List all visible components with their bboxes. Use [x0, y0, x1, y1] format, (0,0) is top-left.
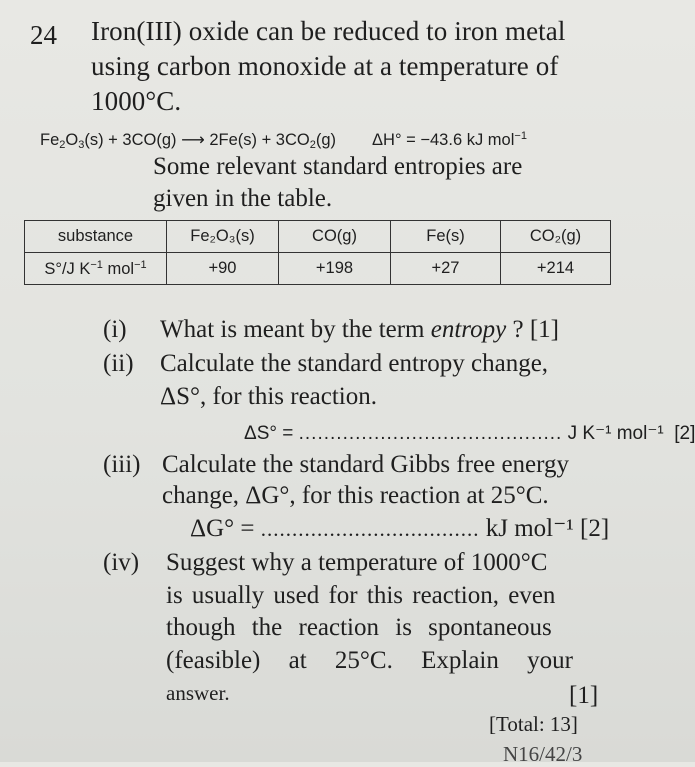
part-iii-label: (iii)	[103, 451, 141, 478]
part-ii-line-1: Calculate the standard entropy change,	[160, 350, 549, 377]
part-iii-answer-line: ΔG° = ................................... kJ mol⁻¹ [2]	[190, 515, 610, 542]
table-substance: CO(g)	[279, 221, 391, 253]
table-intro-line-2: given in the table.	[153, 185, 333, 212]
table-value: +90	[167, 253, 279, 285]
part-ii-label: (ii)	[103, 350, 134, 377]
enthalpy-change: ΔH° = −43.6 kJ mol$^{-1}$	[372, 130, 527, 149]
entropy-table	[24, 220, 611, 285]
part-iv-line-3: though the reaction is spontaneous	[166, 614, 552, 641]
part-iv-line-1: Suggest why a temperature of 1000°C	[166, 549, 548, 576]
table-row-label: S°/J $K^{-1}$ mol$^{-1}$	[25, 253, 167, 285]
table-intro-line-1: Some relevant standard entropies are	[153, 153, 523, 180]
question-stem-line-2: using carbon monoxide at a temperature of	[91, 51, 559, 81]
table-value: +27	[391, 253, 501, 285]
table-value: +214	[501, 253, 611, 285]
total-marks: [Total: 13]	[489, 712, 578, 736]
table-substance: Fe₂O₃(s)	[167, 221, 279, 253]
part-iv-label: (iv)	[103, 549, 140, 576]
part-iii-line-1: Calculate the standard Gibbs free energy	[162, 451, 570, 478]
part-i-text: What is meant by the term entropy ? [1]	[160, 316, 559, 343]
table-substance: Fe(s)	[391, 221, 501, 253]
part-iv-line-5: answer.	[166, 681, 230, 705]
table-header-label: substance	[25, 221, 167, 253]
part-ii-answer-line: ΔS° = .......................................... J K⁻¹ mol⁻¹ [2]	[244, 423, 695, 444]
question-stem-line-3: 1000°C.	[91, 86, 182, 116]
table-value: +198	[279, 253, 391, 285]
question-number: 24	[30, 20, 57, 50]
table-header-row	[25, 221, 611, 253]
reaction-equation: $Fe_2O_3(s) + 3CO(g)$ ⟶ $2Fe(s) + 3CO_2(g) \Delta H^\circ = -43.6$ kJ mol$^{-1}$	[40, 130, 527, 151]
part-ii-line-2: ΔS°, for this reaction.	[160, 383, 378, 410]
part-iv-line-2: is usually used for this reaction, even	[166, 582, 556, 609]
paper-code: N16/42/3	[503, 742, 583, 766]
part-iv-marks: [1]	[569, 682, 599, 709]
table-value-row	[25, 253, 611, 285]
part-iii-line-2: change, ΔG°, for this reaction at 25°C.	[162, 482, 549, 509]
table-substance: CO₂(g)	[501, 221, 611, 253]
part-iv-line-4: (feasible) at 25°C. Explain your	[166, 647, 573, 674]
question-stem-line-1: Iron(III) oxide can be reduced to iron metal	[91, 16, 566, 46]
part-i-label: (i)	[103, 316, 127, 343]
